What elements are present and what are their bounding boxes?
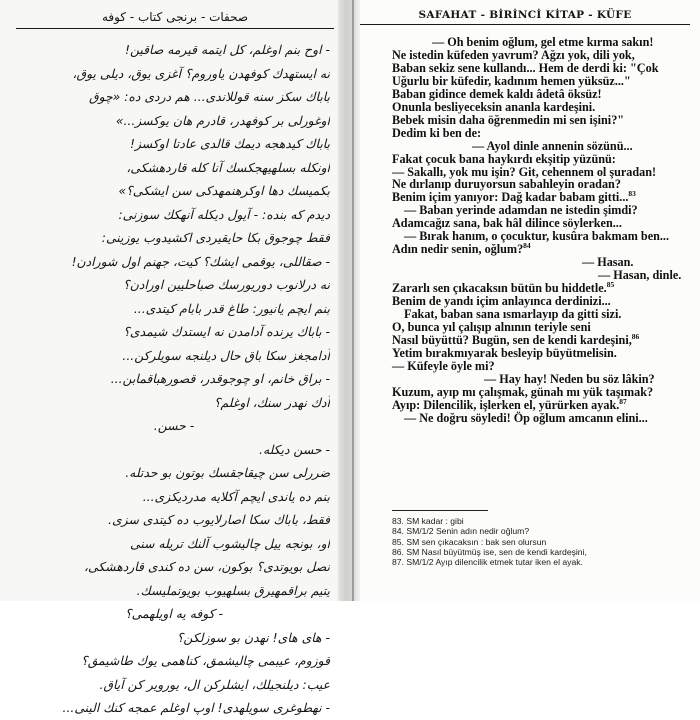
gutter-fold-line — [352, 0, 354, 601]
right-line — [392, 243, 692, 256]
footnote-ref-86: 86 — [631, 331, 640, 341]
right-line: Fakat, baban sana ısmarlayıp da gitti sizi. — [404, 307, 622, 322]
left-line: فقط چوجوق بکا حایقیردی اکشیدوب یوزینی: — [101, 230, 330, 245]
left-line: - نهطوغری سویلهدی! اوپ اوغلم عمجه کنك الینی... — [62, 700, 330, 715]
right-line: Fakat çocuk bana haykırdı ekşitip yüzünü: — [392, 151, 616, 166]
right-line: Dedim ki ben de: — [392, 125, 482, 140]
right-line: — Hasan. — [582, 255, 634, 270]
right-line: O, bunca yıl çalışıp alnının teriyle seni — [392, 319, 591, 334]
footnote-ref-84: 84 — [523, 241, 531, 251]
footnotes — [392, 516, 692, 567]
right-line: Bebek misin daha öğrenmedin mi sen işini?" — [392, 112, 625, 127]
line-text: Nasıl büyüttü? Bugün, sen de kendi kardeşini, — [392, 332, 632, 347]
left-line: باباك کیدهجه دیمك قالدی عادتا اوکسز! — [129, 136, 330, 151]
left-line: اونکله بسلهیهجکسك آنا کله قاردهشکی، — [126, 159, 330, 175]
right-line: Yetim bırakmıyarak besleyip büyütmelisin. — [392, 345, 617, 360]
footnote-ref-85: 85 — [606, 280, 615, 290]
left-line: - کوفه یه اویلهمی؟ — [125, 606, 223, 621]
right-line — [392, 331, 692, 347]
right-line: Adamcağız sana, bak hâl dilince söylerken... — [392, 216, 622, 231]
left-line: او، بونجه ییل چالیشوب آلنك تریله سنی — [130, 535, 330, 551]
left-poem-text — [18, 38, 330, 720]
footnote-item: 87. SM/1/2 Ayıp dilencilik etmek tutar iken el ayak. — [392, 557, 583, 568]
footnote-ref-83: 83 — [628, 189, 636, 199]
left-line: باباك سکز سنه قوللاندی... هم دردی ده: «چوق — [88, 89, 330, 104]
left-line: - صقاللی، یوقمی ایشك؟ کیت، جهنم اول شورادن! — [71, 253, 330, 269]
left-line: - براق خانم، او چوجوقدر، قصورهباقمابن... — [110, 371, 330, 386]
left-line: - اوح بنم اوغلم، کل ایتمه قیرمه صاقین! — [124, 42, 330, 57]
right-line: Benim de yandı içim anlayınca derdinizi... — [392, 294, 611, 309]
left-line: - حسن دیکله. — [259, 441, 330, 457]
right-line: — Sakallı, yok mu işin? Git, cehennem ol şuradan! — [392, 164, 657, 179]
right-line: Uğurlu bir küfedir, kadınım hemen yüksüz..." — [392, 73, 631, 88]
left-line: اوغورلی بر کوفهدر، قادرم هان یوکسز...» — [115, 112, 330, 128]
line-text: Adın nedir senin, oğlum? — [392, 242, 524, 257]
right-line: Baban gidince demek kaldı âdetâ öksüz! — [392, 86, 602, 101]
left-running-header: صحفات - برنجی کتاب - کوفه — [16, 10, 334, 29]
left-line: - های های! نهدن بو سوزلکن؟ — [176, 629, 330, 645]
left-line: دیدم که بنده: - آیول دیکله آنهکك سوزنی: — [118, 206, 330, 222]
left-line: آدك نهدر سنك، اوغلم؟ — [213, 394, 330, 410]
left-line: نصل بویوتدی؟ بوکون، سن ده کندی قاردهشکی، — [83, 559, 330, 574]
right-line: — Hay hay! Neden bu söz lâkin? — [484, 371, 655, 386]
right-running-header: SAFAHAT - BİRİNCİ KİTAP - KÜFE — [360, 9, 690, 25]
left-line: عیب: دیلنجیلك، ایشلرکن ال، یورویر کن آیاق. — [99, 676, 330, 692]
right-line: Onunla besliyeceksin ananla kardeşini. — [392, 99, 596, 114]
footnote-divider — [392, 510, 488, 511]
footnote-item: 83. SM kadar : gibi — [392, 516, 464, 526]
right-line: — Bırak hanım, o çocuktur, kusûra bakmam ben... — [404, 229, 670, 244]
line-text: Zararlı sen çıkacaksın bütün bu hiddetle. — [392, 281, 607, 296]
line-text: Benim içim yanıyor: Dağ kadar babam gitti... — [392, 190, 629, 205]
left-line: فقط، باباك سکا اصارلایوب ده کیتدی سزی. — [108, 512, 330, 527]
line-text: Ayıp: Dilencilik, işlerken el, yürürken ayak. — [392, 397, 620, 412]
left-line: - باباك یرنده آدامدن نه ایستدك شیمدی؟ — [123, 324, 330, 339]
left-line: بنم ایچم یانیور: طاغ قدر بابام کیتدی... — [133, 300, 330, 316]
right-line: Baban sekiz sene kullandı... Hem de derdi ki: "Çok — [392, 60, 659, 75]
footnote-item: 86. SM Nasıl büyütmüş ise, sen de kendi kardeşini, — [392, 546, 587, 557]
left-line: آدامجغز سکا باق حال دیلنجه سویلرکن... — [122, 347, 330, 363]
right-line: — Ne doğru söyledi! Öp oğlum amcanın elini... — [404, 410, 648, 425]
left-line: قوزوم، عیبمی چالیشمق، کناهمی یوك طاشیمق؟ — [81, 653, 330, 668]
left-line: یتیم براقمهیرق بسلهیوب بویوتملیسك. — [136, 582, 330, 598]
right-line: Kuzum, ayıp mı çalışmak, günah mı yük taşımak? — [392, 384, 654, 399]
right-line: Ne istedin küfeden yavrum? Ağzı yok, dili yok, — [392, 47, 635, 62]
right-poem-text — [392, 36, 692, 425]
left-line: ضررلی سن چیقاجقسك بوتون بو حدتله. — [125, 465, 330, 480]
left-line: نه ایستهدك کوفهدن یاوروم؟ آغزی یوق، دیلی یوق، — [72, 65, 330, 81]
right-line: — Küfeyle öyle mi? — [392, 358, 495, 373]
right-line — [392, 396, 692, 412]
left-line: نه درلانوب دوریورسك صباحلیین اورادن؟ — [123, 277, 330, 292]
right-line: — Hasan, dinle. — [598, 268, 682, 283]
right-line: — Oh benim oğlum, gel etme kırma sakın! — [432, 35, 654, 49]
left-line: - حسن. — [153, 418, 195, 433]
book-gutter — [338, 0, 360, 601]
footnote-item: 84. SM/1/2 Senin adın nedir oğlum? — [392, 526, 530, 537]
right-line: — Baban yerinde adamdan ne istedin şimdi? — [404, 203, 638, 218]
footnote-ref-87: 87 — [619, 396, 627, 406]
right-line: — Ayol dinle annenin sözünü... — [472, 138, 633, 153]
right-line: Ne dırlanıp duruyorsun sabahleyin oradan? — [392, 177, 621, 192]
left-line: بنم ده یاندی ایچم آکلایه مدردیکزی... — [142, 488, 330, 504]
footnote-item: 85. SM sen çıkacaksın : bak sen olursun — [392, 536, 547, 547]
left-line: بکمیسك دها اوکرهنمهدکی سن ایشکی؟» — [118, 183, 330, 198]
